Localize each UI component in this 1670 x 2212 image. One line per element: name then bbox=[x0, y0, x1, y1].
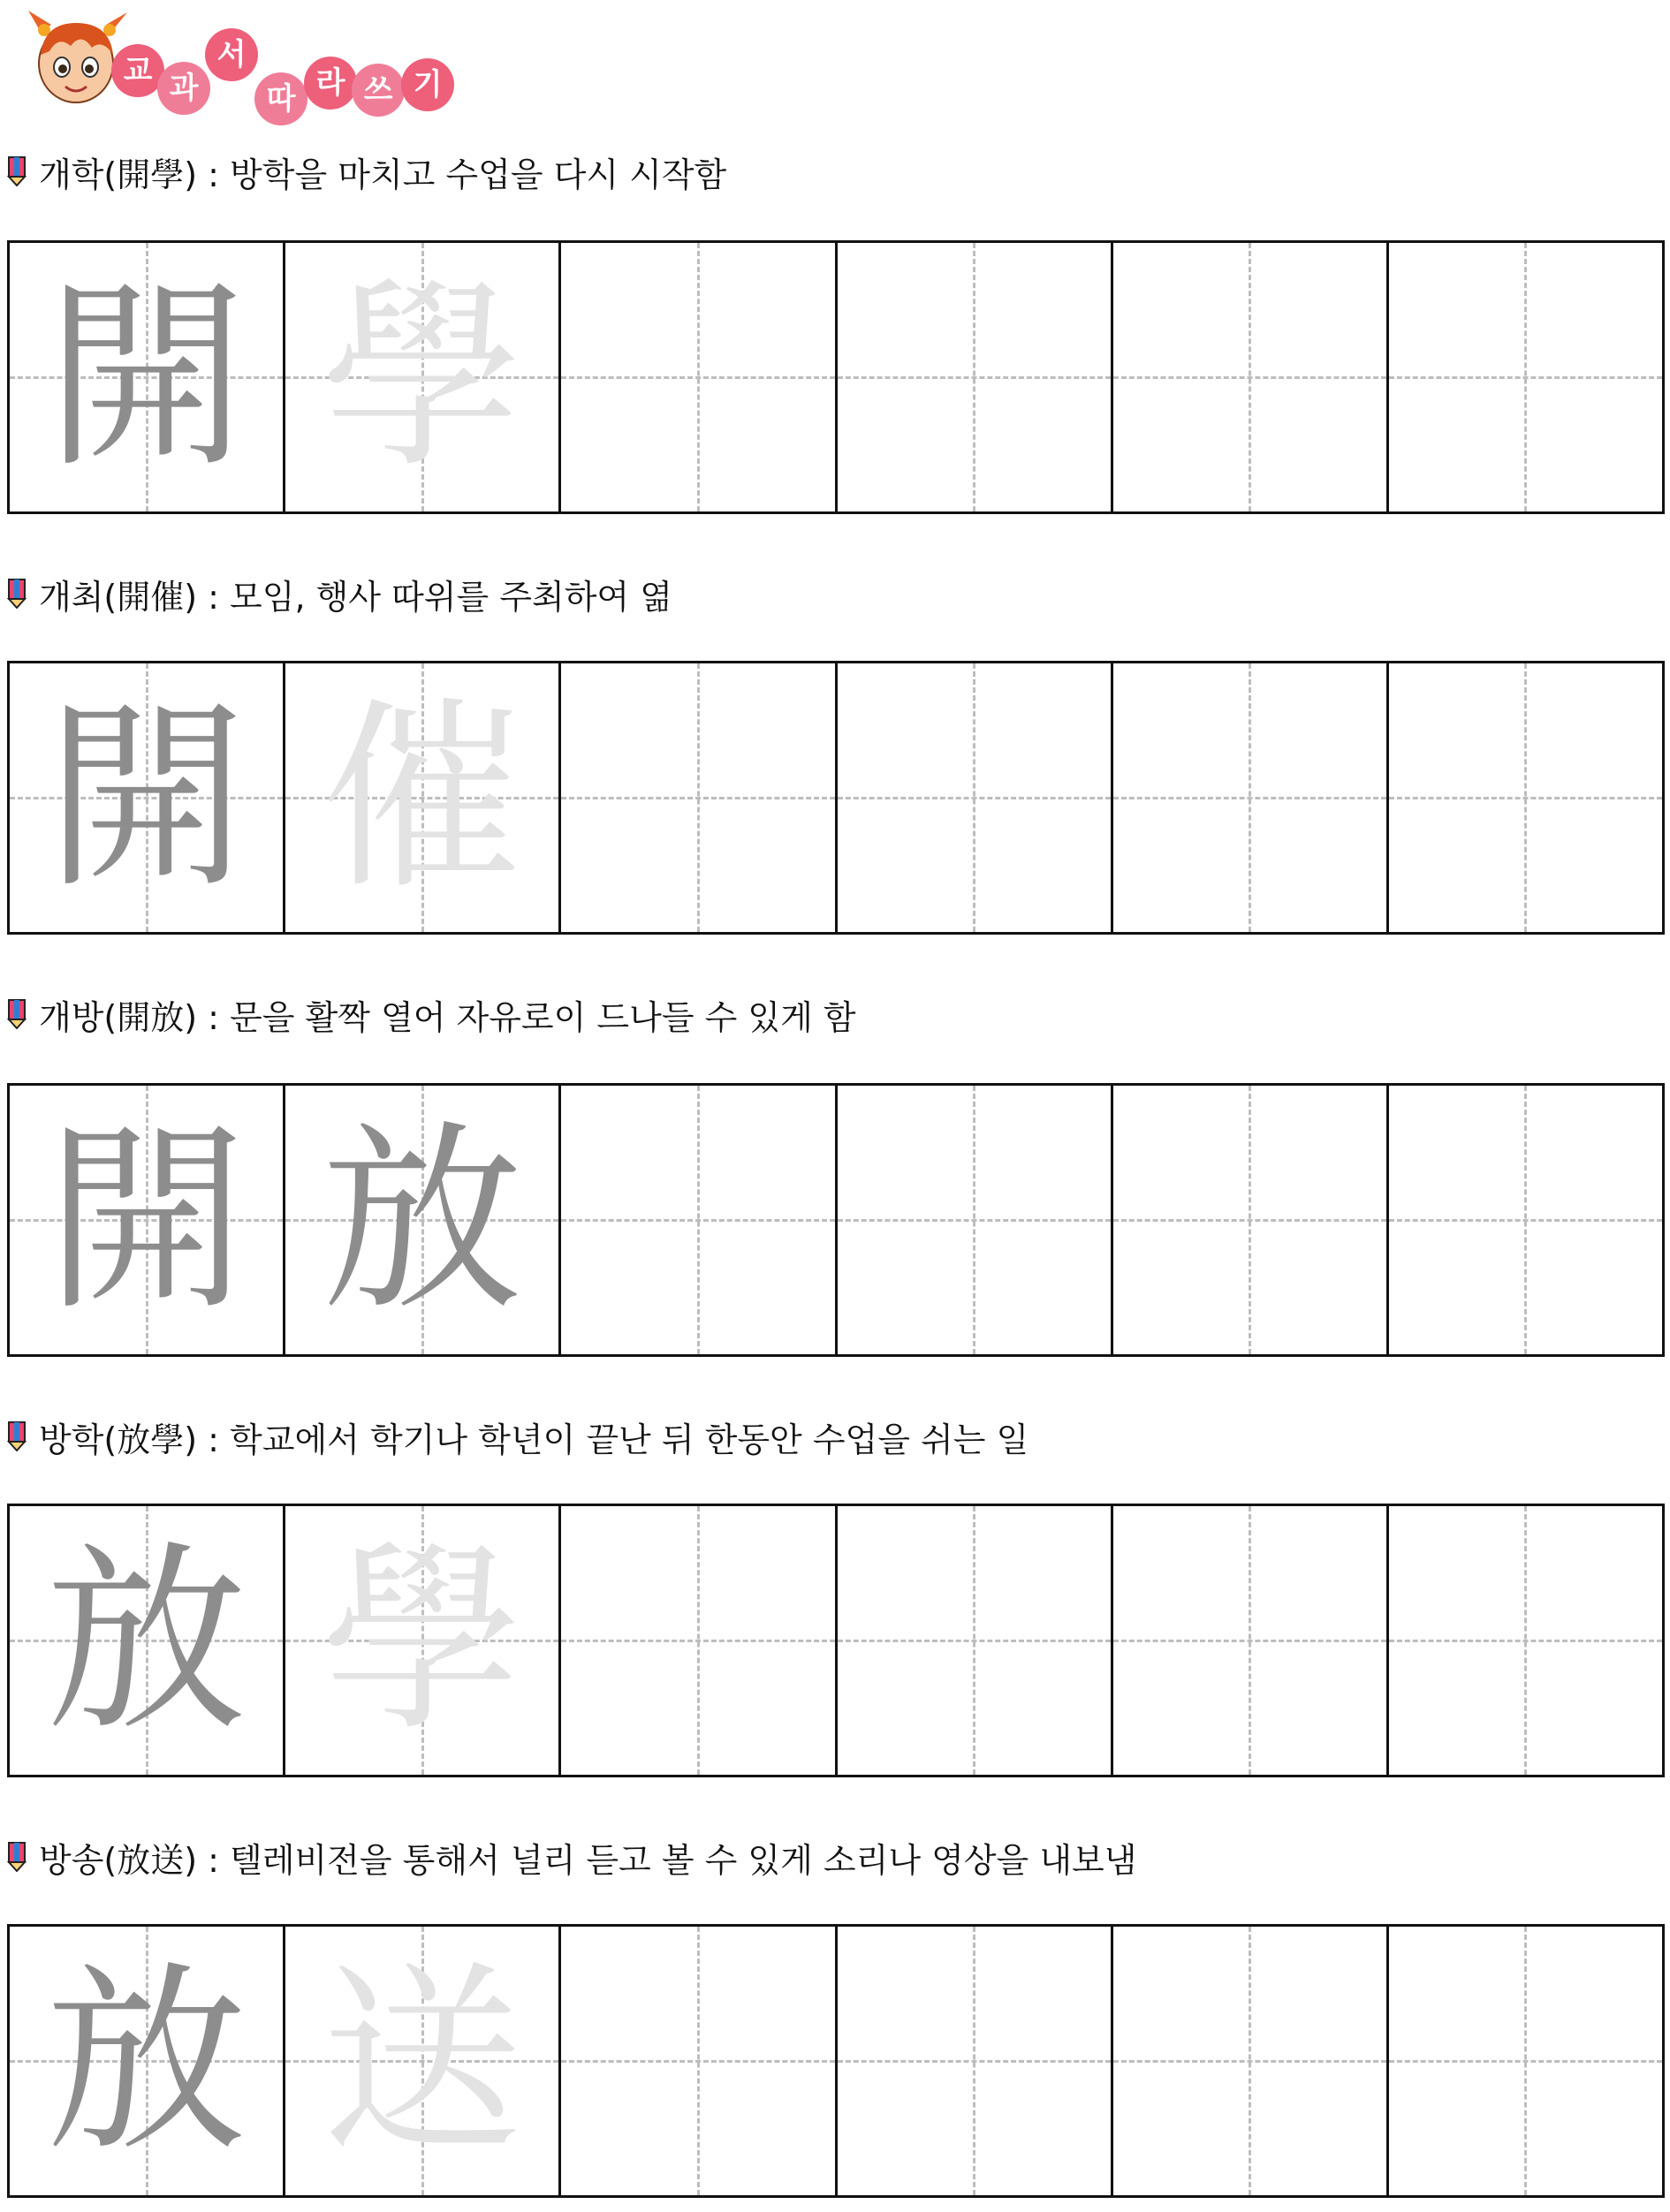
blank-practice-cell[interactable] bbox=[838, 1086, 1113, 1354]
entry-definition: 개최(開催) : 모임, 행사 따위를 주최하여 엶 bbox=[39, 577, 672, 617]
grid-cell bbox=[285, 1086, 561, 1354]
entry-definition: 방송(放送) : 텔레비전을 통해서 널리 듣고 볼 수 있게 소리나 영상을 내보냄 bbox=[39, 1840, 1137, 1880]
grid-cell bbox=[285, 663, 561, 932]
blank-practice-cell[interactable] bbox=[838, 663, 1113, 932]
blank-practice-cell[interactable] bbox=[1389, 1927, 1662, 2195]
title-letter-3: 서 bbox=[205, 28, 258, 81]
title-letter-1: 교 bbox=[111, 44, 164, 97]
pencil-icon bbox=[7, 156, 27, 186]
pencil-icon bbox=[7, 1842, 27, 1872]
grid-cell bbox=[285, 1927, 561, 2195]
blank-practice-cell[interactable] bbox=[561, 1927, 837, 2195]
title-letter-4: 따 bbox=[254, 72, 307, 125]
blank-practice-cell[interactable] bbox=[1113, 663, 1389, 932]
blank-practice-cell[interactable] bbox=[561, 1506, 837, 1775]
title-letter-2: 과 bbox=[157, 62, 210, 115]
grid-cell bbox=[285, 1506, 561, 1775]
blank-practice-cell[interactable] bbox=[1113, 1086, 1389, 1354]
trace-character: 開 bbox=[45, 680, 247, 915]
entry-definition: 개학(開學) : 방학을 마치고 수업을 다시 시작함 bbox=[39, 155, 727, 194]
grid-cell bbox=[10, 663, 285, 932]
pencil-icon bbox=[7, 579, 27, 609]
grid-cell bbox=[10, 1506, 285, 1775]
writing-grid bbox=[7, 1083, 1665, 1357]
title-letter-7: 기 bbox=[401, 58, 454, 111]
blank-practice-cell[interactable] bbox=[1389, 663, 1662, 932]
trace-character: 學 bbox=[321, 260, 523, 495]
blank-practice-cell[interactable] bbox=[1389, 1506, 1662, 1775]
blank-practice-cell[interactable] bbox=[1113, 1506, 1389, 1775]
pencil-icon bbox=[7, 999, 27, 1029]
entry-heading bbox=[7, 1837, 1137, 1880]
writing-grid bbox=[7, 1504, 1665, 1777]
title-letter-5: 라 bbox=[304, 57, 357, 110]
writing-grid bbox=[7, 1924, 1665, 2198]
blank-practice-cell[interactable] bbox=[1389, 1086, 1662, 1354]
trace-character: 送 bbox=[321, 1943, 523, 2178]
pencil-icon bbox=[7, 1421, 27, 1451]
grid-cell bbox=[10, 1927, 285, 2195]
entry-definition: 개방(開放) : 문을 활짝 열어 자유로이 드나들 수 있게 함 bbox=[39, 997, 856, 1037]
worksheet-header bbox=[25, 5, 484, 117]
blank-practice-cell[interactable] bbox=[561, 1086, 837, 1354]
grid-cell bbox=[285, 243, 561, 511]
writing-grid bbox=[7, 240, 1665, 514]
trace-character: 催 bbox=[321, 680, 523, 915]
entry-heading bbox=[7, 1417, 1029, 1459]
blank-practice-cell[interactable] bbox=[1113, 1927, 1389, 2195]
trace-character: 開 bbox=[45, 260, 247, 495]
blank-practice-cell[interactable] bbox=[838, 243, 1113, 511]
title-letter-6: 쓰 bbox=[352, 64, 405, 117]
blank-practice-cell[interactable] bbox=[838, 1506, 1113, 1775]
blank-practice-cell[interactable] bbox=[561, 243, 837, 511]
trace-character: 學 bbox=[321, 1523, 523, 1758]
trace-character: 放 bbox=[45, 1523, 247, 1758]
blank-practice-cell[interactable] bbox=[561, 663, 837, 932]
entry-heading bbox=[7, 574, 672, 617]
grid-cell bbox=[10, 243, 285, 511]
trace-character: 放 bbox=[321, 1102, 523, 1337]
writing-grid bbox=[7, 661, 1665, 935]
trace-character: 開 bbox=[45, 1102, 247, 1337]
entry-heading bbox=[7, 995, 856, 1037]
entry-heading bbox=[7, 152, 727, 194]
blank-practice-cell[interactable] bbox=[1113, 243, 1389, 511]
trace-character: 放 bbox=[45, 1943, 247, 2178]
entry-definition: 방학(放學) : 학교에서 학기나 학년이 끝난 뒤 한동안 수업을 쉬는 일 bbox=[39, 1420, 1029, 1459]
grid-cell bbox=[10, 1086, 285, 1354]
blank-practice-cell[interactable] bbox=[838, 1927, 1113, 2195]
blank-practice-cell[interactable] bbox=[1389, 243, 1662, 511]
